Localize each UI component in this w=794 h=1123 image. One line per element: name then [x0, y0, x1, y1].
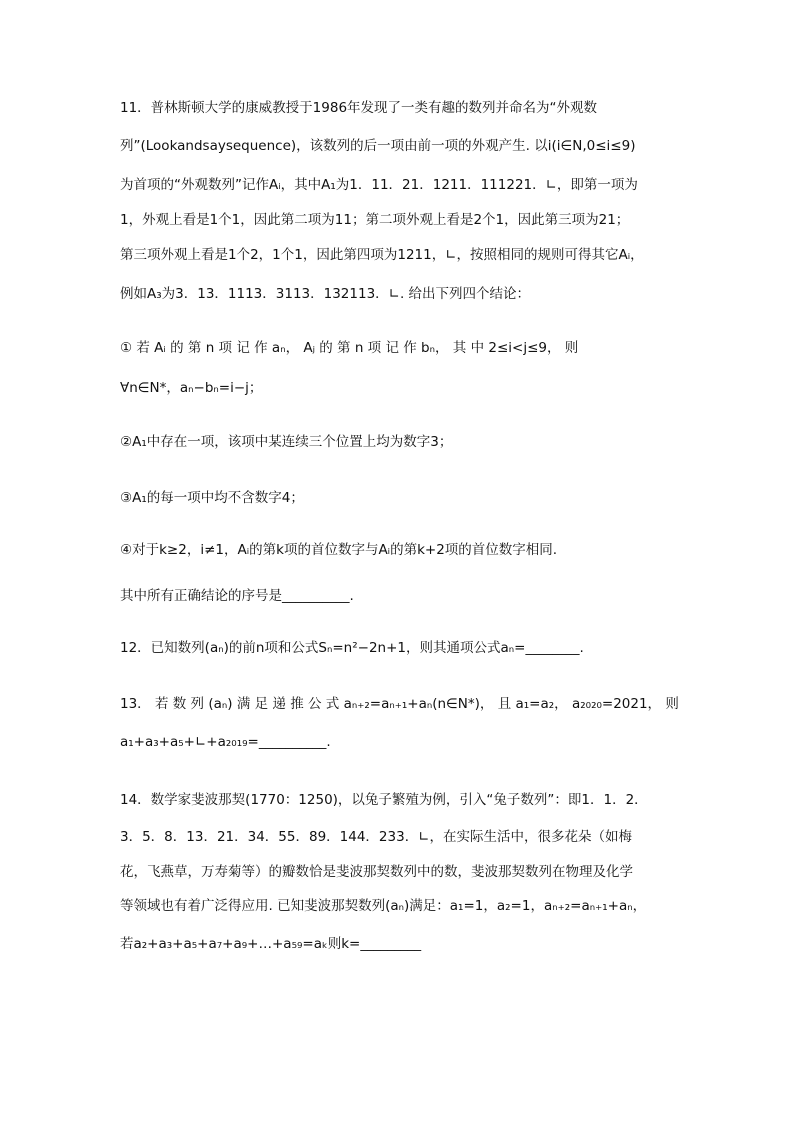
problem-11-statement-1-cont: ∀n∈N*，aₙ−bₙ=i−j； — [120, 380, 263, 396]
problem-11-question: 其中所有正确结论的序号是__________. — [120, 588, 354, 604]
problem-11-line-3: 为首项的“外观数列”记作Aᵢ，其中A₁为1．11．21．1211．111221．∟，即第一项为 — [120, 177, 638, 193]
problem-11-statement-3: ③A₁的每一项中均不含数字4； — [120, 490, 304, 506]
problem-11-line-1: 11．普林斯顿大学的康威教授于1986年发现了一类有趣的数列并命名为“外观数 — [120, 100, 598, 116]
problem-13-line-1: 13． 若 数 列 (aₙ) 满 足 递 推 公 式 aₙ₊₂=aₙ₊₁+aₙ(n∈N*)， 且 a₁=a₂， a₂₀₂₀=2021， 则 — [120, 696, 679, 712]
problem-14-line-2: 3．5．8．13．21．34．55．89．144．233．∟，在实际生活中，很多花朵（如梅 — [120, 829, 633, 845]
problem-11-statement-2: ②A₁中存在一项，该项中某连续三个位置上均为数字3； — [120, 434, 453, 450]
problem-14-line-5: 若a₂+a₃+a₅+a₇+a₉+…+a₅₉=aₖ则k=_________ — [120, 936, 422, 952]
problem-11-statement-1: ① 若 Aᵢ 的 第 n 项 记 作 aₙ， Aⱼ 的 第 n 项 记 作 bₙ， 其 中 2≤i<j≤9， 则 — [120, 340, 579, 356]
problem-14-line-3: 花，飞燕草，万寿菊等）的瓣数恰是斐波那契数列中的数，斐波那契数列在物理及化学 — [120, 864, 633, 880]
problem-11-line-4: 1，外观上看是1个1，因此第二项为11；第二项外观上看是2个1，因此第三项为21； — [120, 212, 630, 228]
problem-13-line-2: a₁+a₃+a₅+∟+a₂₀₁₉=__________. — [120, 734, 331, 750]
problem-11-line-2: 列”(Lookandsaysequence)，该数列的后一项由前一项的外观产生. 以i(i∈N,0≤i≤9) — [120, 138, 636, 154]
problem-14-line-4: 等领域也有着广泛得应用. 已知斐波那契数列(aₙ)满足：a₁=1，a₂=1，aₙ₊₂=aₙ₊₁+aₙ， — [120, 898, 647, 914]
problem-11-line-5: 第三项外观上看是1个2，1个1，因此第四项为1211，∟，按照相同的规则可得其它Aᵢ， — [120, 247, 644, 263]
problem-11-line-6: 例如A₃为3．13．1113．3113．132113．∟. 给出下列四个结论： — [120, 286, 531, 302]
problem-11-statement-4: ④对于k≥2，i≠1，Aᵢ的第k项的首位数字与Aᵢ的第k+2项的首位数字相同. — [120, 542, 558, 558]
problem-14-line-1: 14．数学家斐波那契(1770：1250)，以兔子繁殖为例，引入“兔子数列”：即1．1．2． — [120, 792, 648, 808]
problem-12-line-1: 12．已知数列(aₙ)的前n项和公式Sₙ=n²−2n+1，则其通项公式aₙ=________. — [120, 640, 584, 656]
